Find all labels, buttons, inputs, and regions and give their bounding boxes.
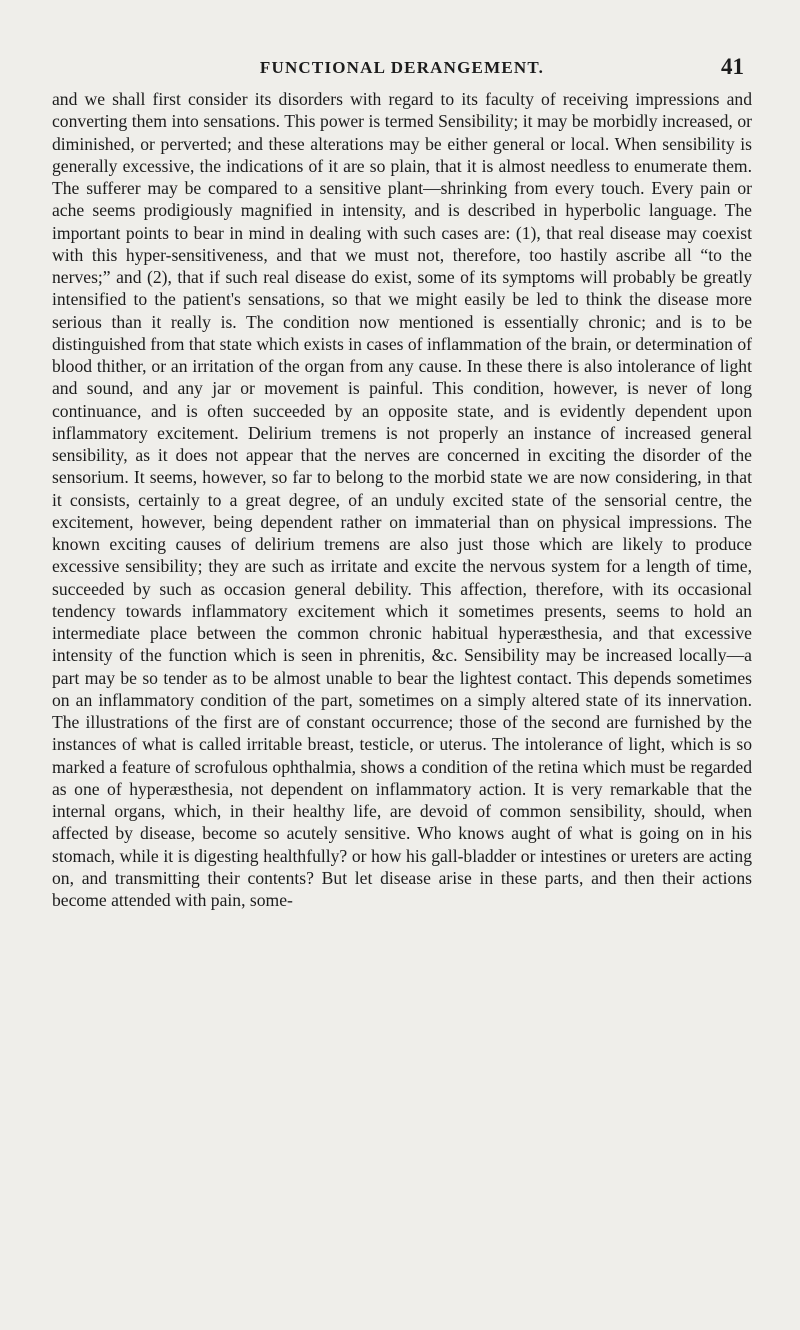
running-title: FUNCTIONAL DERANGEMENT.	[259, 58, 545, 77]
body-paragraph: and we shall first consider its disorders with regard to its faculty of receiving impressions and converting them into sensations. This power is termed Sensibility; it may be morbidly increased, or diminished, or perverted; and these alterations may be either general or local. When sensibility is generally excessive, the indications of it are so plain, that it is almost needless to enumerate them. The sufferer may be compared to a sensitive plant—shrinking from every touch. Every pain or ache seems prodigiously magnified in intensity, and is described in hyperbolic language. The important points to bear in mind in dealing with such cases are: (1), that real disease may coexist with this hyper-sensitiveness, and that we must not, therefore, too hastily ascribe all “to the nerves;” and (2), that if such real disease do exist, some of its symptoms will probably be greatly intensified to the patient's sensations, so that we might easily be led to think the disease more serious than it really is. The condition now mentioned is essentially chronic; and is to be distinguished from that state which exists in cases of inflammation of the brain, or determination of blood thither, or an irritation of the organ from any cause. In these there is also intolerance of light and sound, and any jar or movement is painful. This condition, however, is never of long continuance, and is often succeeded by an opposite state, and is evidently dependent upon inflammatory excitement. Delirium tremens is not properly an instance of increased general sensibility, as it does not appear that the nerves are concerned in exciting the disorder of the sensorium. It seems, however, so far to belong to the morbid state we are now considering, in that it consists, certainly to a great degree, of an unduly excited state of the sensorial centre, the excitement, however, being dependent rather on immaterial than on physical impressions. The known exciting causes of delirium tremens are also just those which are likely to produce excessive sensibility; they are such as irritate and excite the nervous system for a length of time, succeeded by such as occasion general debility. This affection, therefore, with its occasional tendency towards inflammatory excitement which it sometimes presents, seems to hold an intermediate place between the common chronic habitual hyperæsthesia, and that excessive intensity of the function which is seen in phrenitis, &c. Sensibility may be increased locally—a part may be so tender as to be almost unable to bear the lightest contact. This depends sometimes on an inflammatory condition of the part, sometimes on a simply altered state of its innervation. The illustrations of the first are of constant occurrence; those of the second are furnished by the instances of what is called irritable breast, testicle, or uterus. The intolerance of light, which is so marked a feature of scrofulous ophthalmia, shows a condition of the retina which must be regarded as one of hyperæsthesia, not dependent on inflammatory action. It is very remarkable that the internal organs, which, in their healthy life, are devoid of common sensibility, should, when affected by disease, become so acutely sensitive. Who knows aught of what is going on in his stomach, while it is digesting healthfully? or how his gall-bladder or intestines or ureters are acting on, and transmitting their contents? But let disease arise in these parts, and then their actions become attended with pain, some-	[52, 89, 752, 910]
page-header	[52, 54, 752, 84]
book-page	[52, 54, 752, 911]
page-number: 41	[721, 54, 744, 79]
